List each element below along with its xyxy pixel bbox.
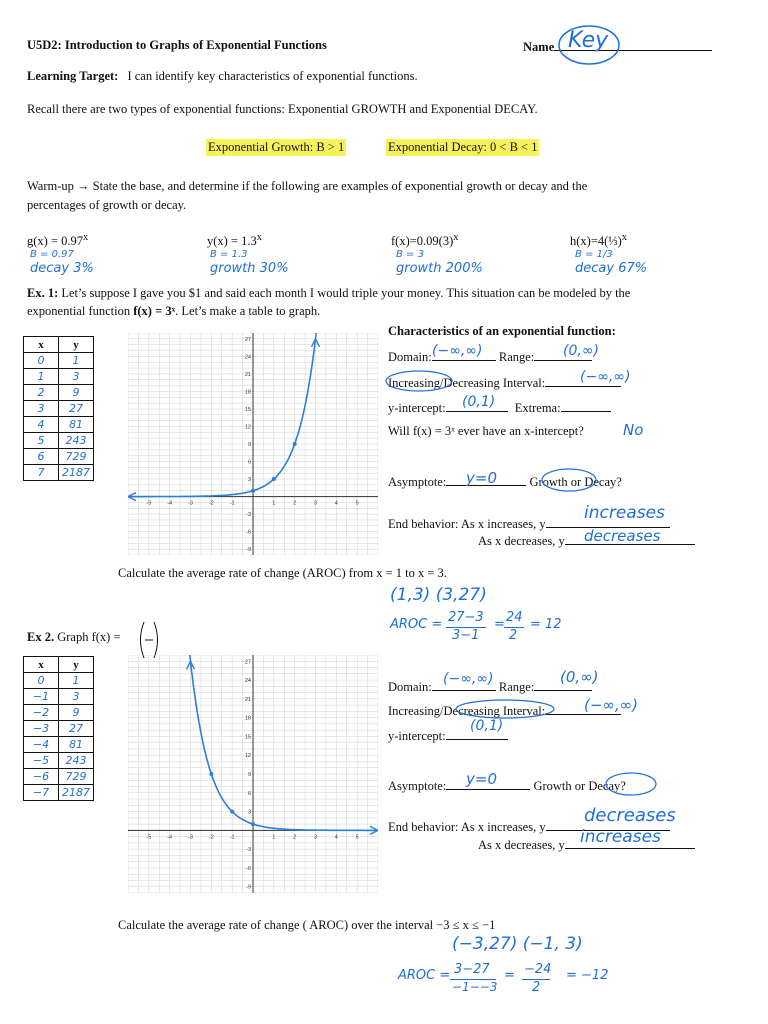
warmup-item-1 [27,232,88,249]
table-row [24,449,94,465]
characteristics-title: Characteristics of an exponential function: [388,324,616,338]
warmup-item-4 [570,232,627,249]
ex1-domain-value: (−∞,∞) [432,343,483,359]
warmup-exp-1: x [83,232,89,243]
table-cell: 81 [59,417,94,433]
curve-point [272,477,276,481]
ex2-domain-value: (−∞,∞) [443,671,494,687]
ex1-label: Ex. 1: [27,286,59,300]
warmup-exp-3: x [453,232,459,243]
warmup-line-1: Warm-up → State the base, and determine if the following are examples of exponential growth or decay and the [27,179,588,193]
warmup-hw-3a: B = 3 [396,249,424,260]
ex2-aroc-num2: −24 [524,962,552,977]
y-tick-label: 15 [244,406,251,413]
ex1-asymptote-value: y=0 [466,469,497,487]
ex2-aroc-points: (−3,27) (−1, 3) [452,934,583,954]
ex2-aroc-den2: 2 [532,980,541,995]
ex1-interval-value: (−∞,∞) [580,369,631,385]
ex2-aroc-eq: = [504,968,515,983]
ex1-interval-label: Increasing/Decreasing Interval: [388,376,546,390]
x-tick-label: 2 [293,834,297,841]
y-tick-label: -9 [246,884,251,891]
ex1-increasing-circle [384,369,454,393]
learning-target-label: Learning Target: [27,69,119,83]
ex2-prompt [27,630,121,645]
ex1-domain-row [388,348,592,365]
ex1-eb2-label: As x decreases, y [478,534,565,548]
warmup-hw-3b: growth 200% [396,261,483,276]
ex1-extrema-label: Extrema: [514,401,561,415]
y-tick-label: 6 [247,459,251,466]
warmup-line-2: percentages of growth or decay. [27,198,187,212]
ex1-aroc-den2: 2 [509,628,518,643]
y-tick-label: 27 [244,659,251,666]
table-row [24,737,94,753]
x-tick-label: 1 [272,500,276,507]
y-tick-label: 24 [244,678,251,685]
table-cell: 2187 [59,785,94,801]
warmup-fn-2: y(x) = 1.3 [207,234,257,249]
decay-definition: Exponential Decay: 0 < B < 1 [388,140,538,154]
table-cell: 2187 [59,465,94,481]
name-circle [555,22,625,68]
x-tick-label: 2 [293,500,297,507]
table-cell: 3 [59,689,94,705]
warmup-fn-3: f(x)=0.09(3) [391,234,454,249]
y-tick-label: 18 [244,715,251,722]
y-tick-label: -9 [246,547,251,554]
curve-point [293,442,297,446]
table-cell: −4 [24,737,59,753]
x-tick-label: -2 [208,500,214,507]
table-cell: 0 [24,673,59,689]
y-tick-label: -3 [246,847,251,854]
growth-definition: Exponential Growth: B > 1 [208,140,345,154]
ex2-decay-circle [604,771,658,797]
x-tick-label: -4 [167,500,173,507]
x-tick-label: -5 [146,500,152,507]
ex1-range-label: Range: [498,350,535,364]
ex1-eb1-label: End behavior: As x increases, y [388,517,546,531]
ex2-range-label: Range: [498,680,535,694]
y-tick-label: 21 [244,371,251,378]
ex2-asymptote-value: y=0 [466,770,497,788]
table-cell: 6 [24,449,59,465]
ex1-aroc-prompt: Calculate the average rate of change (AROC) from x = 1 to x = 3. [118,566,447,580]
table-row [24,401,94,417]
x-tick-label: -4 [167,834,173,841]
ex2-range-value: (0,∞) [560,668,599,686]
ex1-table [23,336,94,481]
y-tick-label: -3 [246,512,251,519]
table-row [24,769,94,785]
ex1-text2c: . Let’s make a table to graph. [175,304,321,318]
x-tick-label: -1 [229,500,235,507]
table-cell: 3 [59,369,94,385]
table-row [24,433,94,449]
x-tick-label: 3 [313,834,318,841]
ex1-eb2-value: decreases [584,527,661,545]
ex2-aroc-num: 3−27 [454,962,490,977]
table-cell: −7 [24,785,59,801]
x-tick-label: 5 [355,500,359,507]
learning-target [27,69,418,84]
table-cell: 9 [59,385,94,401]
ex1-text2a: exponential function [27,304,134,318]
ex1-yint-row [388,399,611,416]
table-header-x: x [24,657,59,673]
ex1-text-line-1 [27,286,630,301]
ex1-text1: Let’s suppose I gave you $1 and said each month I would triple your money. This situation can be modeled by the [61,286,631,300]
table-cell: 0 [24,353,59,369]
ex2-decreasing-circle [454,698,556,720]
table-cell: −1 [24,689,59,705]
table-cell: 5 [24,433,59,449]
y-tick-label: 18 [244,389,251,396]
ex1-xint-answer: No [623,421,644,439]
table-header-row [24,657,94,673]
y-tick-label: 6 [247,790,251,797]
ex1-growth-circle [540,467,598,493]
y-tick-label: 9 [247,442,251,448]
table-cell: −6 [24,769,59,785]
warmup-hw-2b: growth 30% [210,261,289,276]
x-tick-label: 5 [355,834,359,841]
ex1-aroc-points: (1,3) (3,27) [390,585,487,605]
ex2-eb2-value: increases [580,827,661,847]
table-cell: 9 [59,705,94,721]
ex1-aroc-num: 27−3 [448,610,484,625]
table-cell: 27 [59,721,94,737]
ex1-aroc-eq: = [494,617,505,632]
table-cell: 4 [24,417,59,433]
ex2-eb1-label: End behavior: As x increases, y [388,820,546,834]
ex2-eb1-value: decreases [584,805,676,826]
y-tick-label: 12 [244,753,251,760]
y-tick-label: 15 [244,734,251,741]
table-cell: −5 [24,753,59,769]
ex1-graph [128,333,378,555]
ex1-growth-decay: Growth or Decay? [529,475,622,489]
y-tick-label: -6 [246,529,251,536]
ex2-graph [128,655,378,893]
table-cell: 7 [24,465,59,481]
warmup-hw-1a: B = 0.97 [30,249,74,260]
table-row [24,689,94,705]
curve-point [251,489,255,493]
curve-point [230,810,234,814]
x-tick-label: -2 [208,834,214,841]
table-cell: 1 [24,369,59,385]
table-row [24,673,94,689]
table-cell: 81 [59,737,94,753]
table-cell: 243 [59,753,94,769]
table-row [24,385,94,401]
table-row [24,785,94,801]
ex2-asymptote-row [388,777,626,794]
table-row [24,369,94,385]
table-cell: 729 [59,449,94,465]
curve-point [251,822,255,826]
ex2-text: Graph f(x) = [57,630,121,644]
ex2-eb2-label: As x decreases, y [478,838,565,852]
warmup-fn-1: g(x) = 0.97 [27,234,83,249]
warmup-exp-4: x [621,232,628,243]
ex1-aroc-label: AROC = [390,617,443,632]
ex1-xint-question: Will f(x) = 3ˣ ever have an x-intercept? [388,424,584,438]
table-row [24,465,94,481]
table-row [24,705,94,721]
curve-point [209,772,213,776]
y-tick-label: 3 [247,809,251,816]
table-header-y: y [59,657,94,673]
table-row [24,353,94,369]
y-tick-label: 27 [244,336,251,343]
y-tick-label: -6 [246,865,251,872]
x-tick-label: 4 [334,500,338,507]
table-cell: −2 [24,705,59,721]
ex2-growth-decay: Growth or Decay? [533,779,626,793]
warmup-hw-4a: B = 1/3 [575,249,613,260]
worksheet-title: U5D2: Introduction to Graphs of Exponential Functions [27,38,327,52]
table-cell: 3 [24,401,59,417]
ex1-domain-label: Domain: [388,350,432,364]
x-tick-label: 4 [334,834,338,841]
table-row [24,753,94,769]
ex1-asymptote-label: Asymptote: [388,475,447,489]
ex2-asymptote-label: Asymptote: [388,779,447,793]
ex2-yint-value: (0,1) [470,718,504,734]
learning-target-text: I can identify key characteristics of exponential functions. [127,69,418,83]
table-cell: 243 [59,433,94,449]
ex2-aroc-result: = −12 [566,968,609,983]
recall-text: Recall there are two types of exponential functions: Exponential GROWTH and Exponential DECAY. [27,102,538,116]
ex2-fraction-paren [136,620,162,660]
warmup-exp-2: x [256,232,262,243]
warmup-hw-2a: B = 1.3 [210,249,248,260]
ex1-aroc-result: = 12 [530,617,562,632]
table-cell: 1 [59,353,94,369]
warmup-item-3 [391,232,458,249]
ex2-interval-label: Increasing/Decreasing Interval: [388,704,546,718]
ex1-yint-label: y-intercept: [388,401,446,415]
x-tick-label: -3 [188,500,193,507]
ex1-function: f(x) = 3ˣ [133,304,176,318]
warmup-hw-4b: decay 67% [575,261,648,276]
table-row [24,417,94,433]
table-header-row [24,337,94,353]
x-tick-label: 1 [272,834,276,841]
ex2-domain-label: Domain: [388,680,432,694]
table-cell: 729 [59,769,94,785]
y-tick-label: 24 [244,354,251,361]
table-header-x: x [24,337,59,353]
warmup-fn-4: h(x)=4(⅓) [570,234,622,249]
y-tick-label: 12 [244,424,251,431]
ex1-range-value: (0,∞) [563,343,599,359]
warmup-hw-1b: decay 3% [30,261,94,276]
table-row [24,721,94,737]
y-tick-label: 21 [244,696,251,703]
y-tick-label: 9 [247,772,251,778]
warmup-item-2 [207,232,262,249]
ex2-table [23,656,94,801]
ex1-text-line-2 [27,304,320,319]
table-cell: 1 [59,673,94,689]
ex2-interval-value: (−∞,∞) [584,696,639,714]
ex1-eb1-value: increases [584,503,665,523]
ex2-aroc-label: AROC = [398,968,451,983]
ex2-aroc-prompt: Calculate the average rate of change ( AROC) over the interval −3 ≤ x ≤ −1 [118,918,496,932]
ex1-aroc-den: 3−1 [452,628,480,643]
ex2-aroc-den: −1−−3 [452,980,498,994]
x-tick-label: -3 [188,834,193,841]
table-cell: 2 [24,385,59,401]
table-cell: 27 [59,401,94,417]
ex1-yint-value: (0,1) [462,394,496,410]
ex2-label: Ex 2. [27,630,55,644]
table-cell: −3 [24,721,59,737]
x-tick-label: 3 [313,500,318,507]
table-header-y: y [59,337,94,353]
y-tick-label: 3 [247,477,251,484]
x-tick-label: -1 [229,834,235,841]
x-tick-label: -5 [146,834,152,841]
name-value: Key [568,28,609,53]
ex1-aroc-num2: 24 [506,610,523,625]
name-label-text: Name [523,40,555,54]
ex2-yint-label: y-intercept: [388,729,446,743]
